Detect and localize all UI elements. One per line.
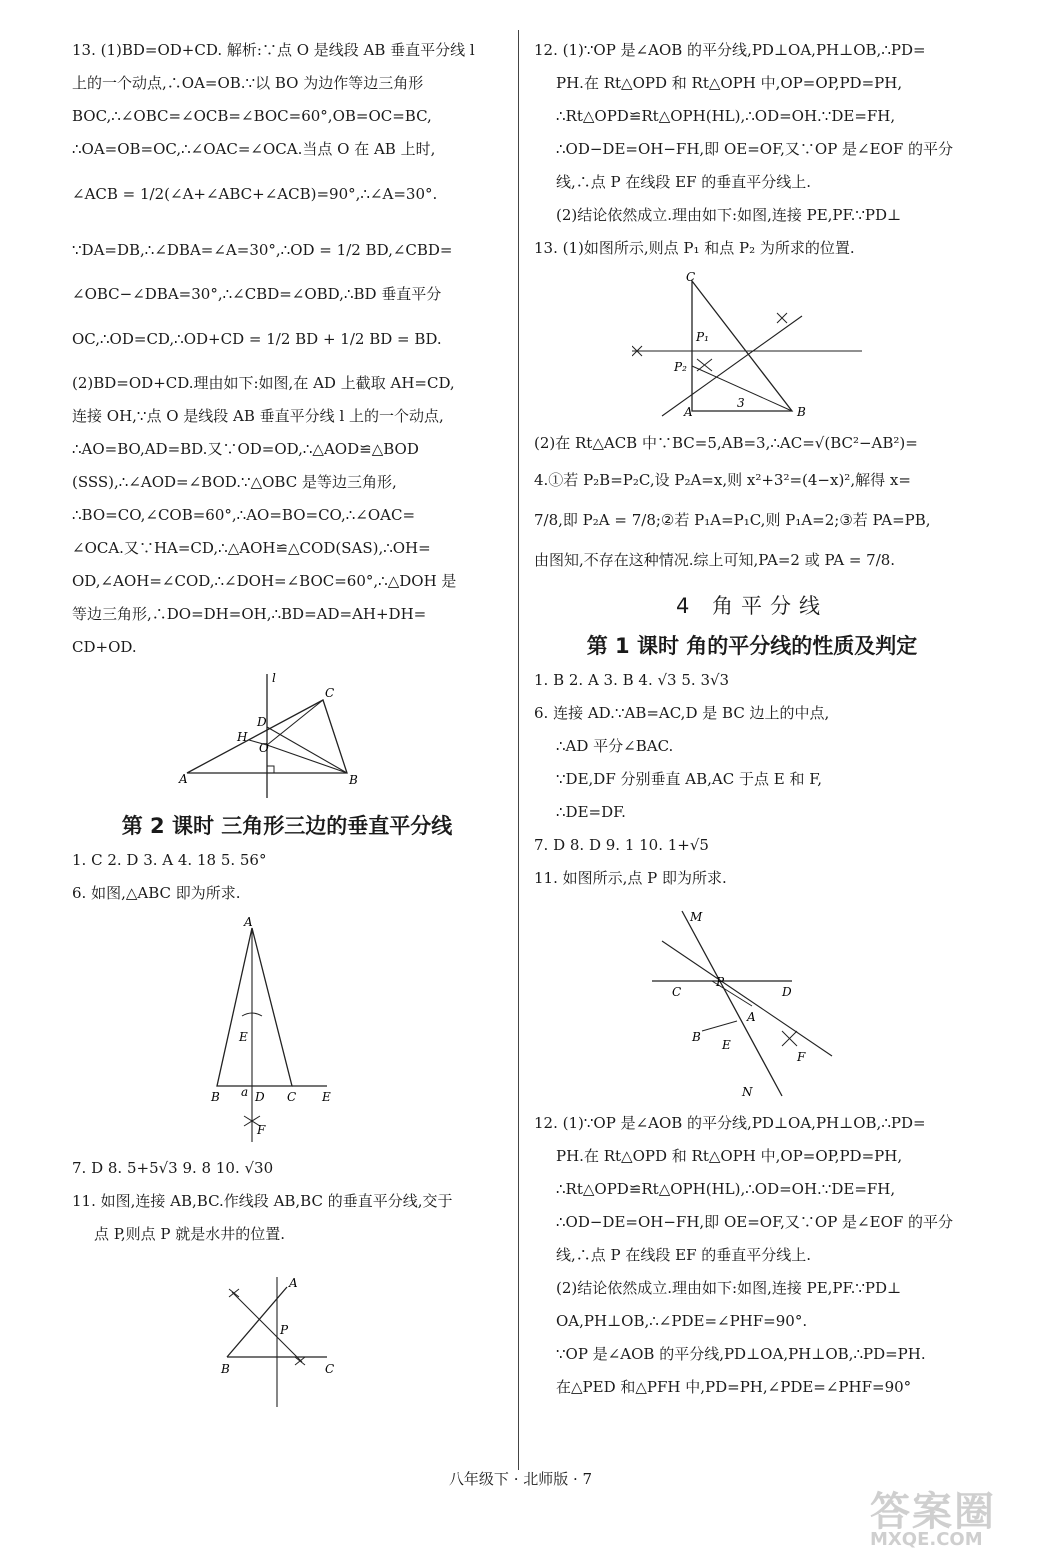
- column-divider: [518, 30, 519, 1470]
- q13b-line: 7/8,即 P₂A = 7/8;②若 P₁A=P₁C,则 P₁A=2;③若 PA=PB,: [534, 511, 931, 529]
- q13-line: (SSS),∴∠AOD=∠BOD.∵△OBC 是等边三角形,: [72, 473, 397, 491]
- label-a: A: [684, 405, 693, 419]
- q13-part1: 13. (1)如图所示,则点 P₁ 和点 P₂ 为所求的位置.: [534, 239, 855, 257]
- q12b-line: ∴OD−DE=OH−FH,即 OE=OF,又∵OP 是∠EOF 的平分: [556, 1213, 954, 1231]
- right-column: [534, 34, 970, 1404]
- q13-line: ∴BO=CO,∠COB=60°,∴AO=BO=CO,∴∠OAC=: [72, 506, 416, 524]
- label-b: B: [349, 773, 358, 787]
- figure-q6-isosceles: [207, 916, 367, 1146]
- label-c: C: [325, 1362, 335, 1376]
- label-a: A: [747, 1010, 756, 1024]
- label-three: 3: [737, 396, 745, 410]
- label-b: B: [211, 1090, 220, 1104]
- label-d: D: [782, 985, 792, 999]
- q13b-line: 由图知,不存在这种情况.综上可知,PA=2 或 PA = 7/8.: [534, 551, 896, 569]
- arc-cross: [697, 359, 712, 371]
- q12b-line: (2)结论依然成立.理由如下:如图,连接 PE,PF.∵PD⊥: [556, 1279, 902, 1297]
- q13-line: OC,∴OD=CD,∴OD+CD = 1/2 BD + 1/2 BD = BD.: [72, 330, 442, 348]
- figure-q11-angle-bisector: [642, 901, 862, 1101]
- q13-line: ∴AO=BO,AD=BD.又∵OD=OD,∴△AOD≌△BOD: [72, 440, 419, 458]
- label-p2: P₂: [674, 360, 687, 374]
- q12b-line: ∴Rt△OPD≌Rt△OPH(HL),∴OD=OH.∵DE=FH,: [556, 1180, 896, 1198]
- label-h: H: [237, 730, 248, 744]
- q13-line: CD+OD.: [72, 638, 137, 656]
- label-p: P: [280, 1323, 289, 1337]
- figure-q11-well: [207, 1257, 367, 1417]
- label-b: B: [221, 1362, 230, 1376]
- q6-text: 6. 如图,△ABC 即为所求.: [72, 884, 241, 902]
- right-angle-mark: [267, 766, 274, 773]
- label-a: A: [244, 916, 253, 929]
- label-l: l: [272, 671, 276, 685]
- q13-block: [72, 34, 502, 664]
- bisector-line: [662, 941, 832, 1056]
- answers-1-5: 1. C 2. D 3. A 4. 18 5. 56°: [72, 851, 267, 869]
- q12b-line: 12. (1)∵OP 是∠AOB 的平分线,PD⊥OA,PH⊥OB,∴PD=: [534, 1114, 926, 1132]
- q12-line: (2)结论依然成立.理由如下:如图,连接 PE,PF.∵PD⊥: [556, 206, 902, 224]
- q12b-line: ∵OP 是∠AOB 的平分线,PD⊥OA,PH⊥OB,∴PD=PH.: [556, 1345, 926, 1363]
- page-footer: 八年级下 · 北师版 · 7: [448, 1470, 593, 1488]
- q13-line: 连接 OH,∵点 O 是线段 AB 垂直平分线 l 上的一个动点,: [72, 407, 444, 425]
- q13-line: 13. (1)BD=OD+CD. 解析:∵点 O 是线段 AB 垂直平分线 l: [72, 41, 475, 59]
- label-p1: P₁: [696, 330, 709, 344]
- figure-q13-rt-triangle: [632, 271, 872, 421]
- watermark-logo: [870, 1480, 996, 1550]
- label-d: D: [257, 715, 267, 729]
- q12b-line: 线,∴点 P 在线段 EF 的垂直平分线上.: [556, 1246, 812, 1264]
- q11-text: 11. 如图所示,点 P 即为所求.: [534, 869, 727, 887]
- triangle-acb: [692, 281, 792, 411]
- q11-line: 11. 如图,连接 AB,BC.作线段 AB,BC 的垂直平分线,交于: [72, 1192, 453, 1210]
- line-mn: [682, 911, 782, 1096]
- arc-cross: [782, 1031, 797, 1046]
- q13-line: ∵DA=DB,∴∠DBA=∠A=30°,∴OD = 1/2 BD,∠CBD=: [72, 241, 453, 259]
- label-p: P: [716, 975, 725, 989]
- left-column: [72, 34, 502, 1423]
- arc-cross: [229, 1289, 239, 1297]
- label-c: C: [325, 686, 335, 700]
- segment-ba: [227, 1287, 287, 1357]
- q13-line: BOC,∴∠OBC=∠OCB=∠BOC=60°,OB=OC=BC,: [72, 107, 432, 125]
- label-f: F: [797, 1050, 806, 1064]
- q13-line: OD,∠AOH=∠COD,∴∠DOH=∠BOC=60°,∴△DOH 是: [72, 572, 457, 590]
- q11-line: 点 P,则点 P 就是水井的位置.: [94, 1225, 285, 1243]
- q13-line: ∠ACB = 1/2(∠A+∠ABC+∠ACB)=90°,∴∠A=30°.: [72, 185, 438, 203]
- q13-line: 上的一个动点,∴OA=OB.∵以 BO 为边作等边三角形: [72, 74, 424, 92]
- arc-cross: [777, 313, 787, 323]
- label-f: F: [257, 1123, 266, 1137]
- figure-q13-triangle: [177, 670, 397, 800]
- lesson-title-1: 第 1 课时 角的平分线的性质及判定: [586, 634, 918, 658]
- label-alpha: a: [241, 1085, 249, 1099]
- label-c: C: [672, 985, 682, 999]
- bisector-ab: [232, 1292, 302, 1362]
- answers-7-10: 7. D 8. 5+5√3 9. 8 10. √30: [72, 1159, 274, 1177]
- q13-line: ∴OA=OB=OC,∴∠OAC=∠OCA.当点 O 在 AB 上时,: [72, 140, 436, 158]
- section-title-lesson2: 第 2 课时 三角形三边的垂直平分线: [121, 814, 453, 838]
- section-title-4: 4 角平分线: [675, 594, 829, 618]
- q12-line: 线,∴点 P 在线段 EF 的垂直平分线上.: [556, 173, 812, 191]
- q13-part2: [534, 427, 970, 580]
- label-d: D: [255, 1090, 265, 1104]
- segment-oc: [267, 700, 323, 745]
- q12b-block: [534, 1107, 970, 1404]
- watermark-url: MXQE.COM: [870, 1529, 983, 1550]
- q6-line: ∴DE=DF.: [556, 803, 626, 821]
- label-n: N: [742, 1085, 753, 1099]
- label-a: A: [179, 772, 188, 786]
- q13b-line: 4.①若 P₂B=P₂C,设 P₂A=x,则 x²+3²=(4−x)²,解得 x=: [534, 471, 911, 489]
- q6-line: ∴AD 平分∠BAC.: [556, 737, 674, 755]
- label-e: E: [239, 1030, 248, 1044]
- label-e: E: [722, 1038, 731, 1052]
- q13-line: ∠OCA.又∵HA=CD,∴△AOH≌△COD(SAS),∴OH=: [72, 539, 431, 557]
- segment-ob: [267, 745, 347, 773]
- arc-cross: [295, 1357, 305, 1365]
- q6-line: 6. 连接 AD.∵AB=AC,D 是 BC 边上的中点,: [534, 704, 830, 722]
- label-o: O: [259, 741, 269, 755]
- q12-line: ∴Rt△OPD≌Rt△OPH(HL),∴OD=OH.∵DE=FH,: [556, 107, 896, 125]
- q12b-line: PH.在 Rt△OPD 和 Rt△OPH 中,OP=OP,PD=PH,: [556, 1147, 903, 1165]
- triangle-abc: [217, 928, 292, 1086]
- answers-7-10: 7. D 8. D 9. 1 10. 1+√5: [534, 836, 709, 854]
- q13b-line: (2)在 Rt△ACB 中∵BC=5,AB=3,∴AC=√(BC²−AB²)=: [534, 434, 918, 452]
- label-b: B: [692, 1030, 701, 1044]
- q13-line: 等边三角形,∴DO=DH=OH,∴BD=AD=AH+DH=: [72, 605, 427, 623]
- label-m: M: [690, 910, 703, 924]
- segment-be: [702, 1021, 737, 1031]
- q13-line: ∠OBC−∠DBA=30°,∴∠CBD=∠OBD,∴BD 垂直平分: [72, 285, 442, 303]
- label-e-ext: E: [322, 1090, 331, 1104]
- q6-line: ∵DE,DF 分别垂直 AB,AC 于点 E 和 F,: [556, 770, 823, 788]
- segment-db: [267, 727, 347, 773]
- label-a: A: [289, 1276, 298, 1290]
- answers-1-5: 1. B 2. A 3. B 4. √3 5. 3√3: [534, 671, 730, 689]
- q12-line: PH.在 Rt△OPD 和 Rt△OPH 中,OP=OP,PD=PH,: [556, 74, 903, 92]
- label-c: C: [287, 1090, 297, 1104]
- q12-line: 12. (1)∵OP 是∠AOB 的平分线,PD⊥OA,PH⊥OB,∴PD=: [534, 41, 926, 59]
- q12b-line: 在△PED 和△PFH 中,PD=PH,∠PDE=∠PHF=90°: [556, 1378, 912, 1396]
- q12b-line: OA,PH⊥OB,∴∠PDE=∠PHF=90°.: [556, 1312, 808, 1330]
- q13-line: (2)BD=OD+CD.理由如下:如图,在 AD 上截取 AH=CD,: [72, 374, 455, 392]
- label-b: B: [797, 405, 806, 419]
- q12-line: ∴OD−DE=OH−FH,即 OE=OF,又∵OP 是∠EOF 的平分: [556, 140, 954, 158]
- q12-block: [534, 34, 970, 232]
- watermark-text: 答案圈: [870, 1489, 996, 1535]
- label-c: C: [686, 271, 696, 284]
